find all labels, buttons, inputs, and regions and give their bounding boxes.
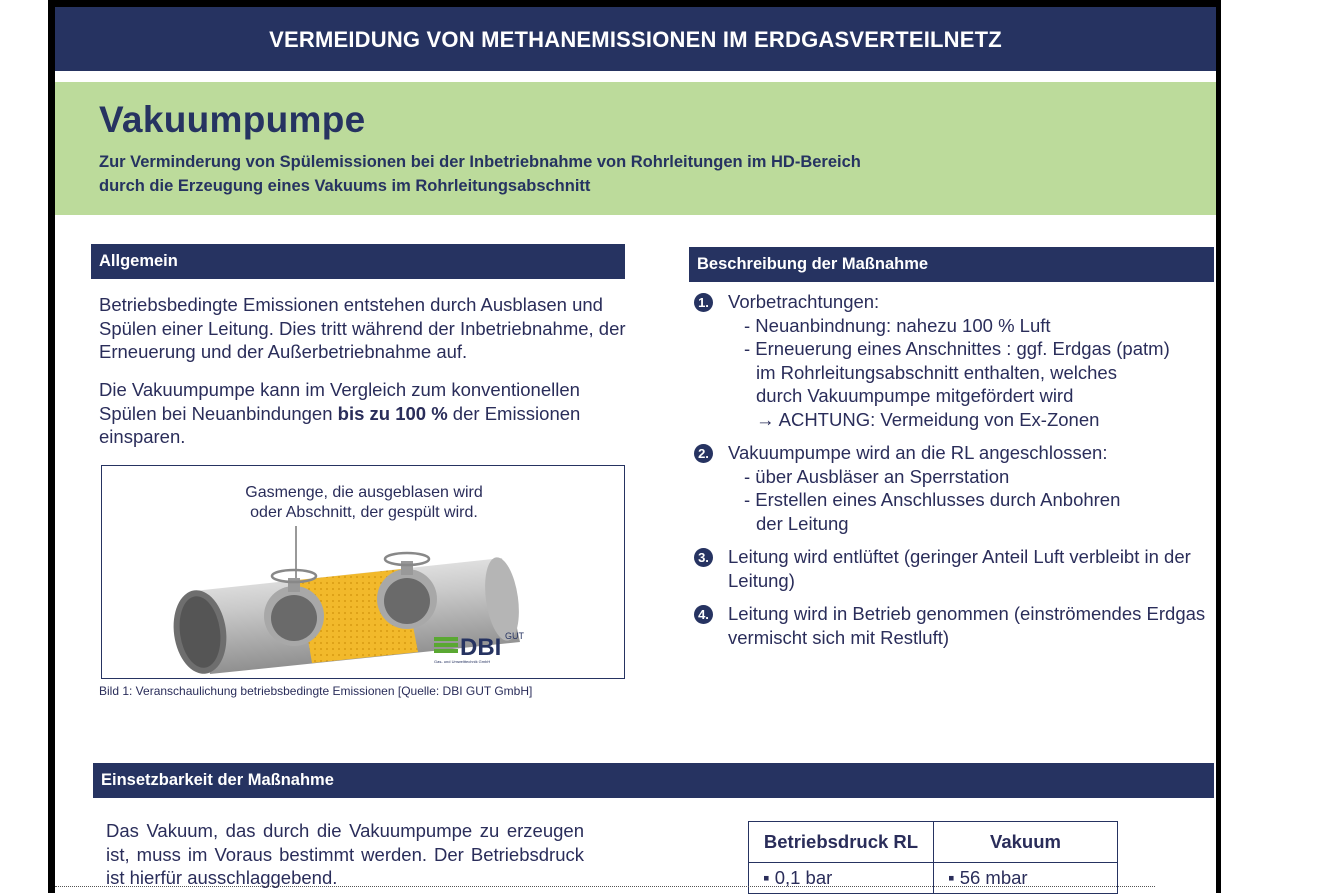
frame-top-border (48, 0, 1221, 7)
bottom-edge-artifact (55, 886, 1155, 888)
table-header-druck: Betriebsdruck RL (749, 822, 934, 863)
step-3 (694, 545, 1214, 592)
valve-stem-left (288, 578, 300, 592)
step-number-badge: 1. (694, 293, 713, 312)
valve-opening-right (384, 578, 430, 624)
table-header-vakuum: Vakuum (934, 822, 1118, 863)
pressure-table (748, 821, 1118, 894)
table-header-row (749, 822, 1118, 863)
einsetzbarkeit-para: Das Vakuum, das durch die Vakuumpumpe zu erzeugen ist, muss im Voraus bestimmt werden. Der Betriebsdruck ist hierfür ausschlaggebend. (106, 820, 584, 888)
step-2 (694, 441, 1214, 535)
frame-right-border (1216, 0, 1221, 893)
valve-opening-left (271, 595, 317, 641)
step-text: Leitung wird in Betrieb genommen (einströmendes Erdgas vermischt sich mit Restluft) (728, 603, 1206, 648)
logo-text: DBI (460, 634, 502, 661)
allgemein-para-2-pre: Die Vakuumpumpe kann im Vergleich zum konventionellen Spülen bei Neuanbindungen (99, 379, 580, 424)
figure-note-line-1: Gasmenge, die ausgeblasen wird (245, 484, 483, 501)
step-number-badge: 3. (694, 548, 713, 567)
page-title: Vakuumpumpe (99, 99, 366, 140)
step-sub-line: der Leitung (756, 512, 849, 534)
table-cell-druck: ▪ 0,1 bar (749, 863, 934, 894)
table-cell-vakuum: ▪ 56 mbar (934, 863, 1118, 894)
step-sub-line: - Erstellen eines Anschlusses durch Anbohren (744, 489, 1121, 510)
frame-left-border (48, 0, 55, 893)
figure-note-line-2: oder Abschnitt, der gespült wird. (250, 504, 478, 521)
logo-superscript: GUT (505, 631, 524, 641)
subtitle-line-1: Zur Verminderung von Spülemissionen bei der Inbetriebnahme von Rohrleitungen im HD-Bereich (99, 153, 861, 171)
step-number-badge: 2. (694, 444, 713, 463)
pipe-figure (101, 465, 625, 679)
valve-stem-right (401, 561, 413, 575)
step-sub-line: → ACHTUNG: Vermeidung von Ex-Zonen (756, 408, 1100, 430)
step-4 (694, 602, 1214, 649)
figure-caption: Bild 1: Veranschaulichung betriebsbedingte Emissionen [Quelle: DBI GUT GmbH] (99, 684, 533, 698)
step-1 (694, 290, 1214, 431)
allgemein-para-1: Betriebsbedingte Emissionen entstehen durch Ausblasen und Spülen einer Leitung. Dies tritt während der Inbetriebnahme, der Erneuerung und der Außerbetriebnahme auf. (99, 294, 626, 362)
beschreibung-heading: Beschreibung der Maßnahme (689, 247, 1214, 282)
table-row (749, 863, 1118, 894)
subtitle-line-2: durch die Erzeugung eines Vakuums im Rohrleitungsabschnitt (99, 177, 591, 195)
allgemein-para-2-bold: bis zu 100 % (337, 402, 448, 424)
step-sub-line: durch Vakuumpumpe mitgefördert wird (756, 385, 1074, 406)
step-sub-line: - Erneuerung eines Anschnittes : ggf. Erdgas (patm) (744, 338, 1170, 359)
page-subtitle (99, 150, 861, 198)
step-list (694, 290, 1214, 659)
header-band: VERMEIDUNG VON METHANEMISSIONEN IM ERDGASVERTEILNETZ (55, 7, 1216, 71)
step-text: Vorbetrachtungen: (728, 291, 880, 312)
step-sub-line: - Neuanbindnung: nahezu 100 % Luft (744, 314, 1051, 336)
step-number-badge: 4. (694, 605, 713, 624)
step-sub-line: - über Ausbläser an Sperrstation (744, 465, 1010, 487)
allgemein-para-2 (99, 378, 627, 449)
pipe-illustration (102, 466, 623, 677)
step-sub-line: im Rohrleitungsabschnitt enthalten, welches (756, 361, 1117, 383)
step-text: Vakuumpumpe wird an die RL angeschlossen: (728, 442, 1108, 463)
allgemein-heading: Allgemein (91, 244, 625, 279)
step-text: Leitung wird entlüftet (geringer Anteil Luft verbleibt in der Leitung) (728, 546, 1191, 591)
logo-subline: Gas- und Umwelttechnik GmbH (434, 659, 491, 664)
einsetzbarkeit-heading: Einsetzbarkeit der Maßnahme (93, 763, 1214, 798)
allgemein-para-2-post: der Emissionen einsparen. (99, 402, 581, 447)
